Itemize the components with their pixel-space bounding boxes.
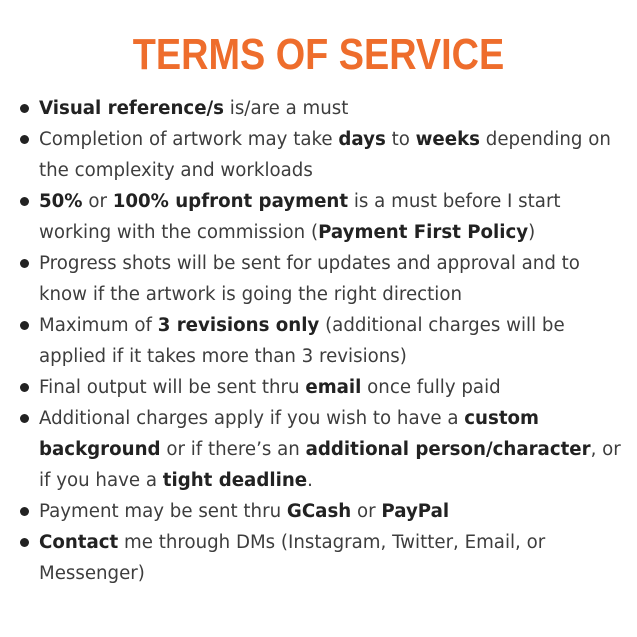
- term-text: Completion of artwork may take: [39, 129, 339, 150]
- terms-list: [20, 93, 625, 589]
- term-text: or: [351, 501, 382, 522]
- term-text: Payment may be sent thru: [39, 501, 287, 522]
- term-emphasis: weeks: [415, 129, 481, 150]
- term-text: is a must before I start working with the commission (: [39, 191, 561, 243]
- term-emphasis: Payment First Policy: [318, 222, 529, 243]
- term-emphasis: GCash: [286, 501, 352, 522]
- term-item: [20, 124, 625, 186]
- term-text: or: [82, 191, 113, 212]
- term-text: me through DMs (Instagram, Twitter, Email, or Messenger): [39, 532, 546, 584]
- term-emphasis: 3 revisions only: [157, 315, 320, 336]
- term-item: [20, 93, 625, 124]
- bullet-icon: [20, 197, 29, 206]
- term-item: [20, 372, 625, 403]
- term-item: [20, 186, 625, 248]
- bullet-icon: [20, 321, 29, 330]
- term-text: depending on the complexity and workloads: [39, 129, 611, 181]
- term-text: Progress shots will be sent for updates and approval and to know if the artwork is going the right direction: [39, 253, 580, 305]
- term-text: is/are a must: [224, 98, 349, 119]
- term-emphasis: custom background: [39, 408, 539, 460]
- term-text: .: [307, 470, 313, 491]
- term-emphasis: additional person/character: [305, 439, 591, 460]
- bullet-icon: [20, 507, 29, 516]
- term-emphasis: Contact: [39, 532, 119, 553]
- term-text: Additional charges apply if you wish to have a: [39, 408, 465, 429]
- term-item: [20, 403, 625, 496]
- bullet-icon: [20, 135, 29, 144]
- term-text: Maximum of: [39, 315, 158, 336]
- term-item: [20, 248, 625, 310]
- term-text: to: [385, 129, 416, 150]
- term-item: [20, 527, 625, 589]
- term-emphasis: tight deadline: [162, 470, 308, 491]
- term-text: ): [528, 222, 536, 243]
- term-text: once fully paid: [361, 377, 501, 398]
- bullet-icon: [20, 538, 29, 547]
- bullet-icon: [20, 383, 29, 392]
- term-text: , or if you have a: [39, 439, 621, 491]
- bullet-icon: [20, 104, 29, 113]
- term-emphasis: Visual reference/s: [39, 98, 224, 119]
- term-text: or if there’s an: [160, 439, 306, 460]
- term-item: [20, 496, 625, 527]
- term-emphasis: email: [305, 377, 362, 398]
- term-item: [20, 310, 625, 372]
- term-text: (additional charges will be applied if it takes more than 3 revisions): [39, 315, 565, 367]
- page-title: TERMS OF SERVICE: [132, 30, 505, 79]
- term-emphasis: days: [338, 129, 386, 150]
- term-text: Final output will be sent thru: [39, 377, 306, 398]
- bullet-icon: [20, 414, 29, 423]
- bullet-icon: [20, 259, 29, 268]
- term-emphasis: PayPal: [381, 501, 450, 522]
- term-emphasis: 100% upfront payment: [112, 191, 349, 212]
- term-emphasis: 50%: [39, 191, 83, 212]
